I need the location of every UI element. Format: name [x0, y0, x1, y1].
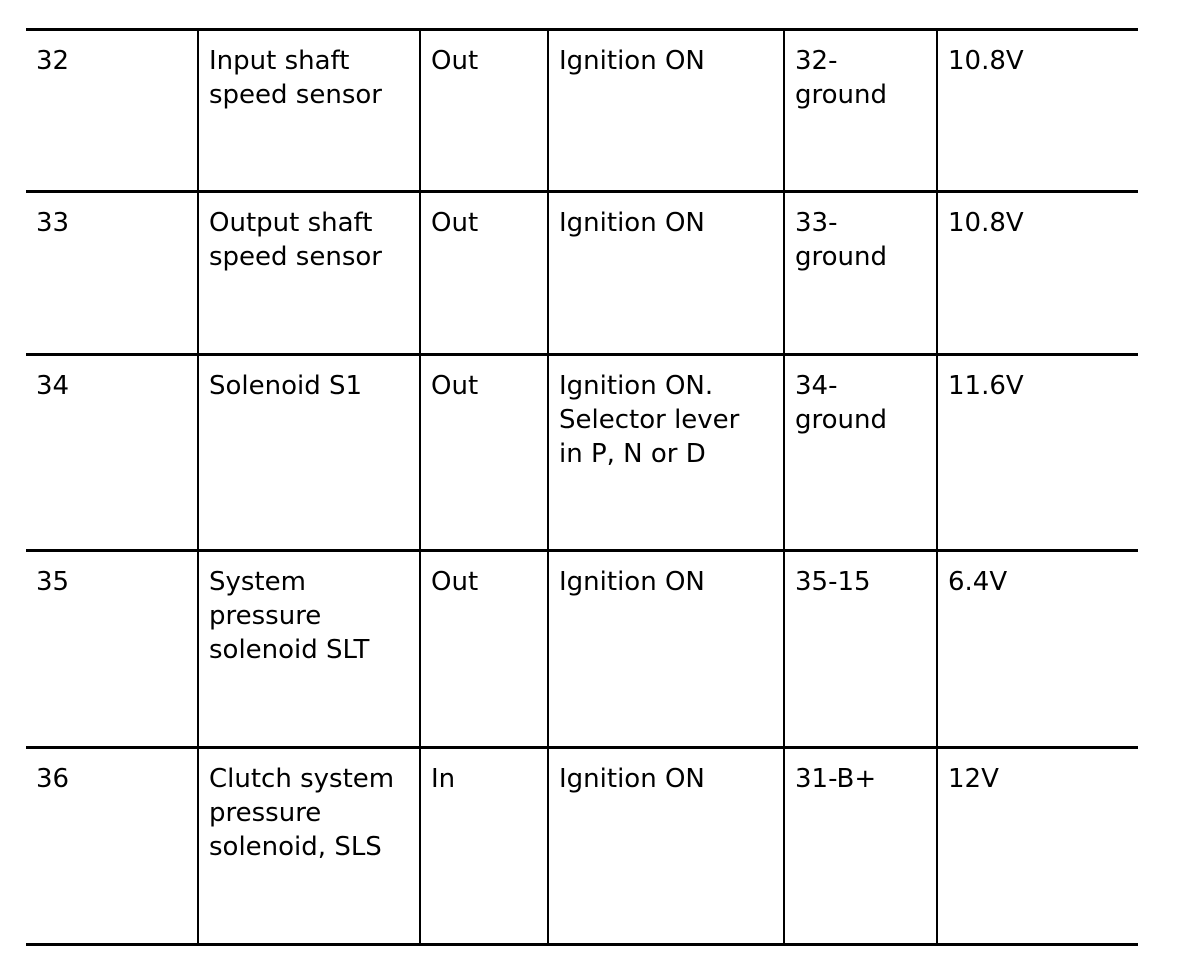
measurement-terminals-cell: 32- ground	[784, 30, 937, 192]
signal-direction-cell: Out	[420, 355, 548, 551]
pin-number-cell: 32	[26, 30, 198, 192]
test-condition-cell: Ignition ON	[548, 748, 784, 945]
table-row	[26, 30, 1138, 192]
signal-direction-cell: Out	[420, 551, 548, 748]
pin-number-cell: 35	[26, 551, 198, 748]
pin-number-cell: 36	[26, 748, 198, 945]
voltage-value-cell: 10.8V	[937, 30, 1138, 192]
table-row	[26, 355, 1138, 551]
component-name-cell: System pressure solenoid SLT	[198, 551, 420, 748]
voltage-value-cell: 11.6V	[937, 355, 1138, 551]
voltage-value-cell: 10.8V	[937, 192, 1138, 355]
test-condition-cell: Ignition ON	[548, 551, 784, 748]
table-row	[26, 192, 1138, 355]
component-name-cell: Output shaft speed sensor	[198, 192, 420, 355]
signal-direction-cell: In	[420, 748, 548, 945]
component-name-cell: Solenoid S1	[198, 355, 420, 551]
voltage-value-cell: 12V	[937, 748, 1138, 945]
test-condition-cell: Ignition ON. Selector lever in P, N or D	[548, 355, 784, 551]
pin-number-cell: 34	[26, 355, 198, 551]
pin-number-cell: 33	[26, 192, 198, 355]
voltage-value-cell: 6.4V	[937, 551, 1138, 748]
table-row	[26, 748, 1138, 945]
measurement-terminals-cell: 35-15	[784, 551, 937, 748]
component-name-cell: Input shaft speed sensor	[198, 30, 420, 192]
measurement-terminals-cell: 31-B+	[784, 748, 937, 945]
measurement-terminals-cell: 33- ground	[784, 192, 937, 355]
test-condition-cell: Ignition ON	[548, 30, 784, 192]
pin-voltage-table	[26, 28, 1138, 946]
table-row	[26, 551, 1138, 748]
component-name-cell: Clutch system pressure solenoid, SLS	[198, 748, 420, 945]
signal-direction-cell: Out	[420, 192, 548, 355]
test-condition-cell: Ignition ON	[548, 192, 784, 355]
signal-direction-cell: Out	[420, 30, 548, 192]
measurement-terminals-cell: 34- ground	[784, 355, 937, 551]
